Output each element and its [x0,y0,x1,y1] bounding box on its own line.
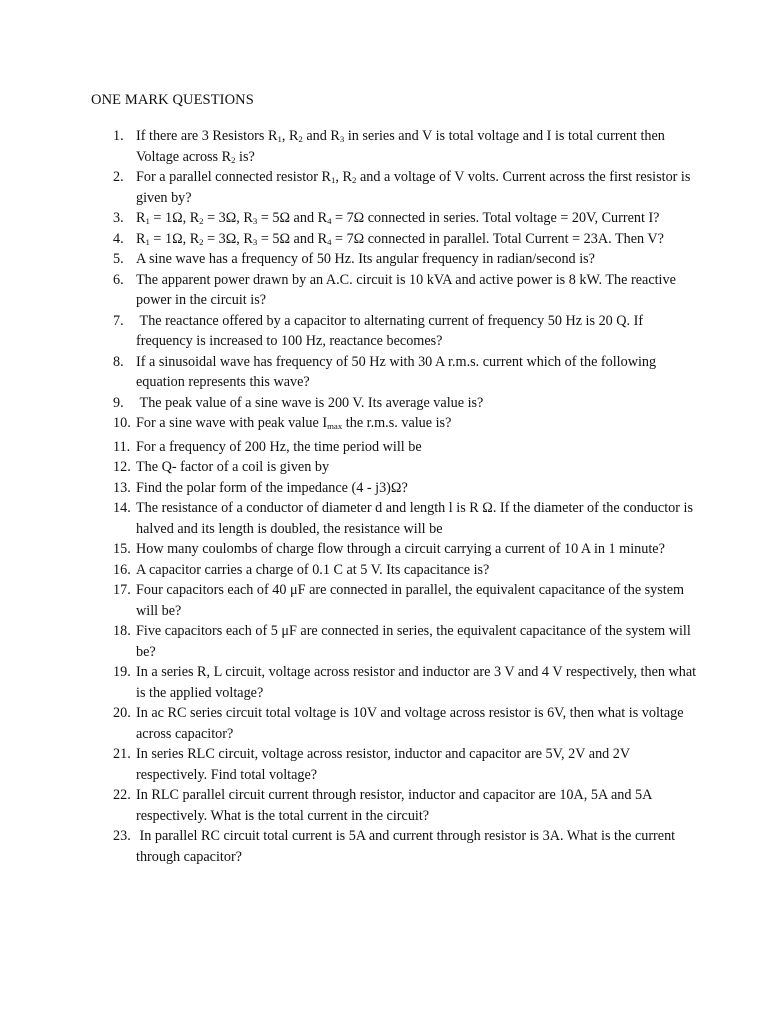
question-number: 19. [113,664,131,680]
question-item [0,208,768,229]
question-text: In parallel RC circuit total current is 5A and current through resistor is 3A. What is the current through capacitor? [136,828,676,865]
question-list [0,126,768,867]
question-text: A sine wave has a frequency of 50 Hz. Its angular frequency in radian/second is? [136,251,595,267]
question-item [0,413,768,437]
question-text: For a parallel connected resistor $R_1$, $R_2$ and a voltage of V volts. Current across the first resistor is given by? [136,169,691,206]
question-text: A capacitor carries a charge of 0.1 C at 5 V. Its capacitance is? [136,561,490,578]
question-item [0,126,768,167]
question-item [0,478,768,499]
question-text: Four capacitors each of 40 μF are connected in parallel, the equivalent capacitance of the system will be? [136,582,685,619]
question-text: The peak value of a sine wave is 200 V. Its average value is? [136,394,484,411]
question-item [0,498,768,539]
question-item [0,785,768,826]
question-number: 15. [113,541,131,557]
question-number: 2. [113,169,124,185]
question-text: In series RLC circuit, voltage across resistor, inductor and capacitor are 5V, 2V and 2V respectively. Find total voltage? [136,746,630,783]
question-text: In RLC parallel circuit current through resistor, inductor and capacitor are 10A, 5A and 5A respectively. What is the total current in the circuit? [136,787,652,824]
question-item [0,826,768,867]
question-item [0,437,768,458]
question-text: The Q- factor of a coil is given by [136,459,330,475]
question-item [0,229,768,250]
question-text: $R_1 = 1\Omega$, $R_2 = 3\Omega$, $R_3 = 5\Omega$ and $R_4 = 7\Omega$ connected in series. Total voltage = 20V, Current I? [136,210,660,226]
question-item [0,270,768,311]
question-item [0,621,768,662]
question-text: $R_1 = 1\Omega$, $R_2 = 3\Omega$, $R_3 = 5\Omega$ and $R_4 = 7\Omega$ connected in parallel. Total Current = 23A. Then V? [136,230,664,247]
question-text: The reactance offered by a capacitor to alternating current of frequency 50 Hz is 20 Q. If frequency is increased to 100 Hz, reactance becomes? [136,312,644,349]
question-number: 7. [113,312,124,329]
question-text: If there are 3 Resistors $R_1$, $R_2$ and $R_3$ in series and V is total voltage and I is total current then Voltage across $R_2$ is? [136,128,665,165]
question-text: If a sinusoidal wave has frequency of 50 Hz with 30 A r.m.s. current which of the following equation represents this wave? [136,353,657,390]
question-number: 11. [113,438,131,455]
question-text: Find the polar form of the impedance (4 - j3)Ω? [136,479,408,496]
question-number: 21. [113,746,131,762]
question-text: Five capacitors each of 5 μF are connected in series, the equivalent capacitance of the system will be? [136,623,691,660]
question-text: In a series R, L circuit, voltage across resistor and inductor are 3 V and 4 V respectively, then what is the applied voltage? [136,664,697,701]
question-item [0,580,768,621]
page-heading: ONE MARK QUESTIONS [91,92,254,108]
question-item [0,352,768,393]
question-number: 18. [113,623,131,639]
question-item [0,167,768,208]
question-item [0,311,768,352]
question-item [0,662,768,703]
question-text: The resistance of a conductor of diameter d and length l is R Ω. If the diameter of the conductor is halved and its length is doubled, the resistance will be [136,500,693,537]
question-number: 17. [113,582,131,598]
question-number: 22. [113,787,131,803]
question-item [0,560,768,581]
question-text: How many coulombs of charge flow through a circuit carrying a current of 10 A in 1 minute? [136,541,665,557]
question-item [0,393,768,414]
question-text: For a sine wave with peak value Imax the r.m.s. value is? [136,415,452,431]
question-number: 4. [113,230,124,247]
question-number: 12. [113,459,131,475]
question-item [0,744,768,785]
question-number: 9. [113,394,124,411]
question-item [0,249,768,270]
question-text: For a frequency of 200 Hz, the time period will be [136,438,422,455]
question-number: 16. [113,561,131,578]
question-number: 14. [113,500,131,516]
question-number: 8. [113,353,124,370]
question-number: 20. [113,705,131,721]
question-number: 10. [113,415,131,431]
question-item [0,539,768,560]
question-number: 5. [113,251,124,267]
question-number: 1. [113,128,124,144]
question-item [0,457,768,478]
question-text: The apparent power drawn by an A.C. circuit is 10 kVA and active power is 8 kW. The reactive power in the circuit is? [136,271,676,308]
question-text: In ac RC series circuit total voltage is 10V and voltage across resistor is 6V, then what is voltage across capacitor? [136,705,684,742]
question-number: 13. [113,479,131,496]
question-number: 6. [113,271,124,288]
question-item [0,703,768,744]
question-number: 23. [113,828,131,844]
question-number: 3. [113,210,124,226]
